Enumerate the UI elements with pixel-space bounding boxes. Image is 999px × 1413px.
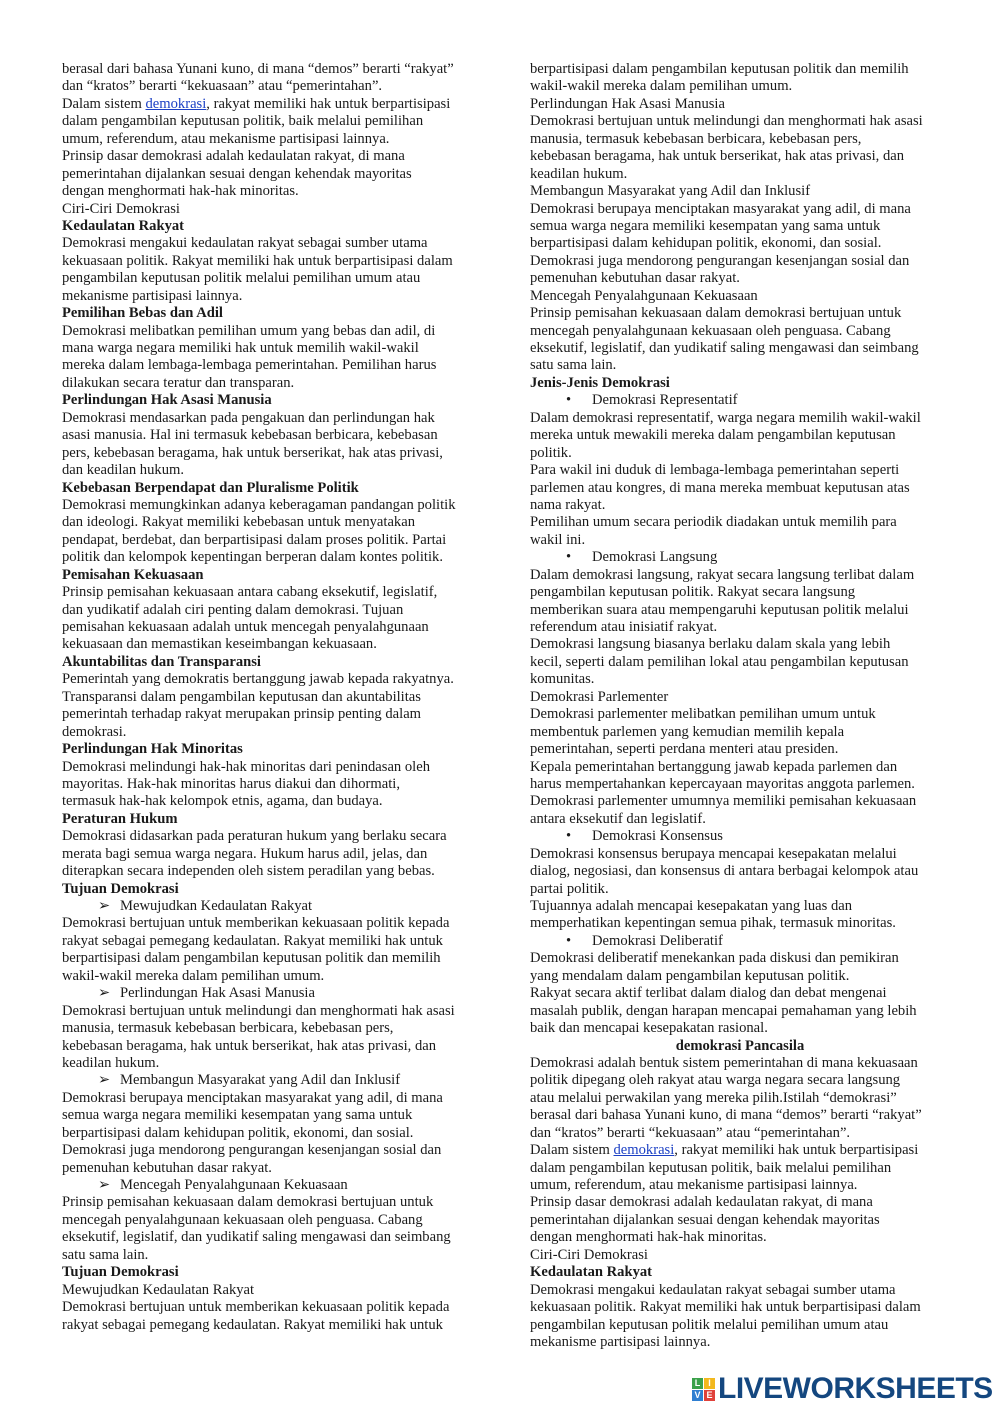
- text-line: partai politik.: [530, 880, 609, 897]
- text-line: kebebasan beragama, hak untuk berserikat, hak atas privasi, dan: [62, 1037, 437, 1054]
- text-line: kekuasaan dan memastikan keseimbangan kekuasaan.: [62, 636, 377, 653]
- text-line: pendapat, berdebat, dan berpartisipasi dalam proses politik. Partai: [62, 531, 447, 548]
- dot-bullet-icon: •: [566, 828, 572, 845]
- text-line: dalam pengambilan keputusan politik, baik melalui pemilihan: [62, 113, 424, 130]
- text-line: Demokrasi bertujuan untuk melindungi dan menghormati hak asasi: [62, 1002, 455, 1019]
- arrow-bullet-icon: ➢: [98, 1072, 111, 1089]
- arrow-bullet-icon: ➢: [98, 898, 111, 914]
- text-line: wakil-wakil mereka dalam pemilihan umum.: [62, 967, 325, 984]
- text-segment: Dalam sistem: [62, 95, 146, 112]
- text-line: dalam pengambilan keputusan politik, baik melalui pemilihan: [530, 1159, 892, 1176]
- text-line: pemerintahan dijalankan sesuai dengan kehendak mayoritas: [530, 1211, 880, 1228]
- text-line: politik dan kelompok kepentingan berperan dalam kontes politik.: [62, 549, 443, 566]
- text-line: mayoritas. Hak-hak minoritas harus diakui dan dihormati,: [62, 775, 401, 792]
- text-line: Demokrasi mendasarkan pada pengakuan dan perlindungan hak: [62, 409, 435, 426]
- text-line: Demokrasi berupaya menciptakan masyarakat yang adil, di mana: [530, 200, 911, 217]
- text-line: pemisahan kekuasaan adalah untuk mencegah penyalahgunaan: [62, 619, 429, 635]
- text-line: pengambilan keputusan politik. Rakyat secara langsung: [530, 584, 856, 601]
- text-line: Demokrasi deliberatif menekankan pada diskusi dan pemikiran: [530, 950, 899, 967]
- text-line: Pemilihan umum secara periodik diadakan untuk memilih para: [530, 514, 897, 531]
- text-line: harus mempertahankan kepercayaan mayoritas anggota parlemen.: [530, 775, 915, 792]
- centered-title: demokrasi Pancasila: [675, 1037, 805, 1054]
- text-line: komunitas.: [530, 671, 595, 688]
- list-item-text: Mencegah Penyalahgunaan Kekuasaan: [120, 1177, 348, 1193]
- logo-squares-icon: [692, 1378, 715, 1401]
- text-line: Demokrasi berupaya menciptakan masyarakat yang adil, di mana: [62, 1089, 443, 1106]
- text-line: Para wakil ini duduk di lembaga-lembaga pemerintahan seperti: [530, 462, 900, 479]
- dot-bullet-icon: •: [566, 932, 572, 949]
- text-line: memberikan suara atau mempengaruhi keputusan politik melalui: [530, 601, 909, 618]
- text-line: semua warga negara memiliki kesempatan yang sama untuk: [62, 1107, 413, 1124]
- text-line: Demokrasi melibatkan pemilihan umum yang bebas dan adil, di: [62, 322, 436, 339]
- text-line: eksekutif, legislatif, dan yudikatif saling mengawasi dan seimbang: [530, 340, 919, 356]
- text-line: Transparansi dalam pengambilan keputusan dan akuntabilitas: [62, 688, 421, 705]
- text-line: semua warga negara memiliki kesempatan yang sama untuk: [530, 217, 881, 234]
- text-line: keadilan hukum.: [530, 165, 628, 182]
- text-line-with-link: [530, 1142, 950, 1159]
- bullet-list-item: [530, 392, 950, 409]
- text-line: dengan menghormati hak-hak minoritas.: [530, 1229, 767, 1246]
- text-line: berasal dari bahasa Yunani kuno, di mana “demos” berarti “rakyat”: [62, 61, 454, 77]
- text-line: berasal dari bahasa Yunani kuno, di mana “demos” berarti “rakyat”: [530, 1107, 922, 1124]
- text-line: Pemerintah yang demokratis bertanggung jawab kepada rakyatnya.: [62, 671, 454, 688]
- text-line: membentuk parlemen yang kemudian memilih kepala: [530, 723, 845, 740]
- demokrasi-link[interactable]: demokrasi: [613, 1142, 675, 1159]
- text-line: Prinsip pemisahan kekuasaan dalam demokrasi bertujuan untuk: [530, 305, 902, 322]
- text-line: Mencegah Penyalahgunaan Kekuasaan: [530, 287, 758, 304]
- text-line: Demokrasi langsung biasanya berlaku dalam skala yang lebih: [530, 636, 891, 653]
- text-line: Demokrasi parlementer melibatkan pemilihan umum untuk: [530, 706, 876, 723]
- text-line: Prinsip pemisahan kekuasaan antara cabang eksekutif, legislatif,: [62, 584, 438, 601]
- section-heading: Kedaulatan Rakyat: [530, 1264, 653, 1281]
- arrow-bullet-icon: ➢: [98, 1177, 111, 1193]
- liveworksheets-logo[interactable]: [692, 1374, 993, 1404]
- text-line: berpartisipasi dalam pengambilan keputusan politik dan memilih: [530, 61, 909, 77]
- text-line: Demokrasi bertujuan untuk memberikan kekuasaan politik kepada: [62, 1299, 450, 1316]
- arrow-list-item: [62, 1177, 482, 1194]
- text-line: antara eksekutif dan legislatif.: [530, 810, 706, 827]
- text-line: wakil ini.: [530, 531, 586, 548]
- text-line: mencegah penyalahgunaan kekuasaan oleh penguasa. Cabang: [62, 1211, 423, 1228]
- text-line: diterapkan secara independen oleh sistem peradilan yang bebas.: [62, 863, 435, 880]
- text-line: atau melalui perwakilan yang mereka pilih.Istilah “demokrasi”: [530, 1089, 897, 1106]
- logo-letter-v: V: [692, 1390, 703, 1401]
- section-heading: Kedaulatan Rakyat: [62, 217, 185, 234]
- left-column: [62, 61, 482, 1334]
- text-line: Demokrasi bertujuan untuk melindungi dan menghormati hak asasi: [530, 113, 923, 130]
- text-line: mana warga negara memiliki hak untuk memilih wakil-wakil: [62, 340, 419, 356]
- text-line: nama rakyat.: [530, 496, 606, 513]
- text-line: Demokrasi memungkinkan adanya keberagaman pandangan politik: [62, 496, 456, 513]
- text-line: Mewujudkan Kedaulatan Rakyat: [62, 1281, 255, 1298]
- text-line: politik.: [530, 444, 572, 461]
- text-line: berpartisipasi dalam pengambilan keputusan politik dan memilih: [62, 950, 441, 967]
- text-line: pemenuhan kebutuhan dasar rakyat.: [62, 1159, 272, 1176]
- text-line: umum, referendum, atau mekanisme partisipasi lainnya.: [62, 130, 390, 147]
- text-line: Demokrasi didasarkan pada peraturan hukum yang berlaku secara: [62, 828, 447, 845]
- text-line: Rakyat secara aktif terlibat dalam dialog dan debat mengenai: [530, 985, 887, 1002]
- text-line: pemenuhan kebutuhan dasar rakyat.: [530, 270, 740, 287]
- text-line: kecil, seperti dalam pemilihan lokal atau pengambilan keputusan: [530, 653, 909, 670]
- text-line: mekanisme partisipasi lainnya.: [62, 287, 243, 304]
- text-line: dialog, negosiasi, dan konsensus di antara berbagai kelompok atau: [530, 863, 919, 880]
- text-line: dilakukan secara teratur dan transparan.: [62, 374, 295, 391]
- text-line: Demokrasi melindungi hak-hak minoritas dari penindasan oleh: [62, 758, 430, 775]
- section-heading: Perlindungan Hak Asasi Manusia: [62, 392, 272, 409]
- demokrasi-link[interactable]: demokrasi: [145, 95, 207, 112]
- section-heading: Tujuan Demokrasi: [62, 880, 179, 897]
- text-line: satu sama lain.: [530, 357, 617, 374]
- dot-bullet-icon: •: [566, 549, 572, 566]
- section-heading: Tujuan Demokrasi: [62, 1264, 179, 1281]
- text-line: berpartisipasi dalam kehidupan politik, ekonomi, dan sosial.: [530, 235, 882, 252]
- list-item-text: Demokrasi Langsung: [592, 549, 718, 566]
- dot-bullet-icon: •: [566, 392, 572, 409]
- logo-text: LIVEWORKSHEETS: [718, 1372, 993, 1405]
- text-line: kekuasaan politik. Rakyat memiliki hak untuk berpartisipasi dalam: [62, 252, 453, 269]
- text-line: Demokrasi juga mendorong pengurangan kesenjangan sosial dan: [62, 1142, 442, 1159]
- text-line: satu sama lain.: [62, 1246, 149, 1263]
- text-line: dan yudikatif adalah ciri penting dalam demokrasi. Tujuan: [62, 601, 404, 618]
- text-line: dan “kratos” berarti “kekuasaan” atau “pemerintahan”.: [530, 1124, 851, 1141]
- text-line: Dalam demokrasi langsung, rakyat secara langsung terlibat dalam: [530, 566, 915, 583]
- list-item-text: Demokrasi Deliberatif: [592, 932, 723, 949]
- text-line: keadilan hukum.: [62, 1054, 160, 1071]
- text-line: rakyat sebagai pemegang kedaulatan. Rakyat memiliki hak untuk: [62, 932, 443, 949]
- text-line: rakyat sebagai pemegang kedaulatan. Rakyat memiliki hak untuk: [62, 1316, 443, 1333]
- text-line: Prinsip pemisahan kekuasaan dalam demokrasi bertujuan untuk: [62, 1194, 434, 1211]
- text-line: mekanisme partisipasi lainnya.: [530, 1333, 711, 1350]
- text-line: pers, kebebasan beragama, hak untuk berserikat, hak atas privasi,: [62, 444, 443, 461]
- text-line: dengan menghormati hak-hak minoritas.: [62, 183, 299, 200]
- section-heading: Jenis-Jenis Demokrasi: [530, 374, 670, 391]
- text-segment: Dalam sistem: [530, 1142, 614, 1159]
- section-heading: Pemisahan Kekuasaan: [62, 566, 204, 583]
- text-line: demokrasi.: [62, 723, 127, 740]
- text-line: pengambilan keputusan politik melalui pemilihan umum atau: [530, 1316, 889, 1333]
- section-heading: Pemilihan Bebas dan Adil: [62, 305, 223, 322]
- text-line: Demokrasi juga mendorong pengurangan kesenjangan sosial dan: [530, 252, 910, 269]
- text-line: Demokrasi bertujuan untuk memberikan kekuasaan politik kepada: [62, 915, 450, 932]
- list-item-text: Demokrasi Konsensus: [592, 828, 723, 845]
- arrow-list-item: [62, 898, 482, 915]
- section-heading: Perlindungan Hak Minoritas: [62, 741, 243, 758]
- text-line: Prinsip dasar demokrasi adalah kedaulatan rakyat, di mana: [530, 1194, 873, 1211]
- text-line: masalah publik, dengan harapan mencapai pemahaman yang lebih: [530, 1002, 917, 1019]
- text-line: mereka dalam lembaga-lembaga pemerintahan. Pemilihan harus: [62, 357, 437, 374]
- text-line: termasuk hak-hak kelompok etnis, agama, dan budaya.: [62, 793, 383, 810]
- text-line: yang mendalam dalam pengambilan keputusan politik.: [530, 967, 850, 984]
- text-line: Demokrasi mengakui kedaulatan rakyat sebagai sumber utama: [62, 235, 428, 252]
- text-line: Prinsip dasar demokrasi adalah kedaulatan rakyat, di mana: [62, 148, 405, 165]
- logo-letter-e: E: [704, 1390, 715, 1401]
- text-line: Demokrasi Parlementer: [530, 688, 669, 705]
- text-line: Ciri-Ciri Demokrasi: [62, 200, 180, 217]
- text-line: Tujuannya adalah mencapai kesepakatan yang luas dan: [530, 898, 853, 914]
- text-line-with-link: [62, 96, 482, 113]
- text-line: mencegah penyalahgunaan kekuasaan oleh penguasa. Cabang: [530, 322, 891, 339]
- text-line: politik dipegang oleh rakyat atau warga negara secara langsung: [530, 1072, 901, 1089]
- section-heading: Kebebasan Berpendapat dan Pluralisme Politik: [62, 479, 359, 496]
- text-line: Dalam demokrasi representatif, warga negara memilih wakil-wakil: [530, 409, 921, 426]
- text-line: Perlindungan Hak Asasi Manusia: [530, 95, 725, 112]
- text-line: umum, referendum, atau mekanisme partisipasi lainnya.: [530, 1177, 858, 1193]
- text-line: dan keadilan hukum.: [62, 462, 184, 479]
- text-line: Membangun Masyarakat yang Adil dan Inklusif: [530, 183, 811, 200]
- section-heading: Peraturan Hukum: [62, 810, 178, 827]
- text-segment: , rakyat memiliki hak untuk berpartisipasi: [206, 95, 451, 112]
- bullet-list-item: [530, 549, 950, 566]
- text-line: manusia, termasuk kebebasan berbicara, kebebasan pers,: [62, 1020, 394, 1037]
- text-line: wakil-wakil mereka dalam pemilihan umum.: [530, 78, 793, 95]
- text-line: Demokrasi adalah bentuk sistem pemerintahan di mana kekuasaan: [530, 1054, 918, 1071]
- text-line: parlemen atau kongres, di mana mereka membuat keputusan atas: [530, 479, 910, 496]
- text-line: pengambilan keputusan politik melalui pemilihan umum atau: [62, 270, 421, 287]
- text-segment: , rakyat memiliki hak untuk berpartisipasi: [674, 1142, 919, 1159]
- text-line: kekuasaan politik. Rakyat memiliki hak untuk berpartisipasi dalam: [530, 1299, 921, 1316]
- text-line: memperhatikan kepentingan semua pihak, termasuk minoritas.: [530, 915, 896, 932]
- text-line: manusia, termasuk kebebasan berbicara, kebebasan pers,: [530, 130, 862, 147]
- bullet-list-item: [530, 933, 950, 950]
- section-heading: Akuntabilitas dan Transparansi: [62, 653, 261, 670]
- list-item-text: Demokrasi Representatif: [592, 392, 738, 409]
- text-line: pemerintah terhadap rakyat merupakan prinsip penting dalam: [62, 706, 422, 723]
- text-line: merata bagi semua warga negara. Hukum harus adil, jelas, dan: [62, 845, 428, 862]
- right-column: [530, 61, 950, 1351]
- text-line: dan “kratos” berarti “kekuasaan” atau “pemerintahan”.: [62, 78, 383, 95]
- text-line: asasi manusia. Hal ini termasuk kebebasan berbicara, kebebasan: [62, 427, 438, 444]
- text-line: Demokrasi parlementer umumnya memiliki pemisahan kekuasaan: [530, 793, 917, 810]
- arrow-list-item: [62, 1072, 482, 1089]
- text-line: pemerintahan, seperti perdana menteri atau presiden.: [530, 741, 839, 758]
- list-item-text: Perlindungan Hak Asasi Manusia: [120, 985, 315, 1002]
- text-line: baik dan mencapai kesepakatan rasional.: [530, 1020, 768, 1037]
- arrow-list-item: [62, 985, 482, 1002]
- logo-letter-l: L: [692, 1378, 703, 1389]
- text-line: kebebasan beragama, hak untuk berserikat, hak atas privasi, dan: [530, 148, 905, 165]
- text-line: Demokrasi mengakui kedaulatan rakyat sebagai sumber utama: [530, 1281, 896, 1298]
- text-line: Ciri-Ciri Demokrasi: [530, 1246, 648, 1263]
- text-line: berpartisipasi dalam kehidupan politik, ekonomi, dan sosial.: [62, 1124, 414, 1141]
- text-line: mereka untuk mewakili mereka dalam pengambilan keputusan: [530, 427, 896, 444]
- text-line: dan ideologi. Rakyat memiliki kebebasan untuk menyatakan: [62, 514, 415, 531]
- arrow-bullet-icon: ➢: [98, 985, 111, 1002]
- text-line: Demokrasi konsensus berupaya mencapai kesepakatan melalui: [530, 845, 897, 862]
- text-line: referendum atau inisiatif rakyat.: [530, 619, 718, 635]
- text-line: Kepala pemerintahan bertanggung jawab kepada parlemen dan: [530, 758, 898, 775]
- text-line: pemerintahan dijalankan sesuai dengan kehendak mayoritas: [62, 165, 412, 182]
- bullet-list-item: [530, 828, 950, 845]
- list-item-text: Membangun Masyarakat yang Adil dan Inklusif: [120, 1072, 401, 1089]
- text-line: eksekutif, legislatif, dan yudikatif saling mengawasi dan seimbang: [62, 1229, 451, 1246]
- logo-letter-i: I: [704, 1378, 715, 1389]
- list-item-text: Mewujudkan Kedaulatan Rakyat: [120, 898, 313, 914]
